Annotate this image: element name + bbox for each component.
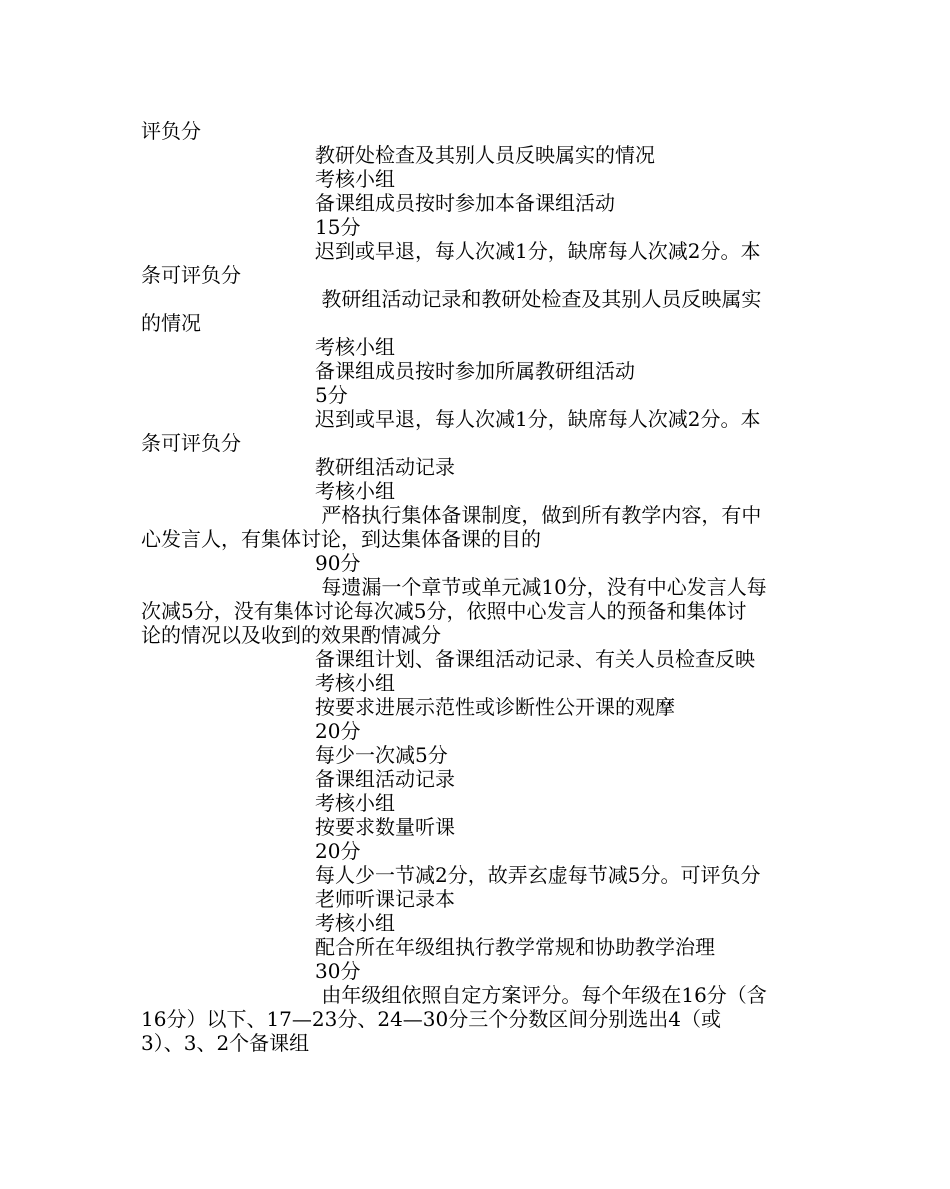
text-line: 备课组成员按时参加所属教研组活动 (315, 359, 635, 383)
text-line: 15分 (315, 215, 361, 239)
text-line: 考核小组 (315, 911, 395, 935)
text-line: 教研处检查及其别人员反映属实的情况 (315, 143, 655, 167)
text-line: 每遗漏一个章节或单元减10分，没有中心发言人每 (315, 575, 767, 599)
text-line: 备课组活动记录 (315, 767, 455, 791)
text-line: 30分 (315, 959, 361, 983)
text-line: 备课组计划、备课组活动记录、有关人员检查反映 (315, 647, 755, 671)
text-line: 评负分 (141, 119, 201, 143)
text-line: 每少一次减5分 (315, 743, 448, 767)
text-line: 迟到或早退，每人次减1分，缺席每人次减2分。本 (315, 239, 761, 263)
text-line: 迟到或早退，每人次减1分，缺席每人次减2分。本 (315, 407, 761, 431)
text-line: 按要求数量听课 (315, 815, 455, 839)
text-line: 16分）以下、17—23分、24—30分三个分数区间分别选出4（或 (141, 1007, 721, 1031)
text-line: 90分 (315, 551, 361, 575)
document-body (141, 119, 815, 1055)
text-line: 的情况 (141, 311, 201, 335)
text-line: 考核小组 (315, 335, 395, 359)
text-line: 教研组活动记录 (315, 455, 455, 479)
text-line: 条可评负分 (141, 431, 241, 455)
text-line: 考核小组 (315, 167, 395, 191)
text-line: 老师听课记录本 (315, 887, 455, 911)
text-line: 心发言人，有集体讨论，到达集体备课的目的 (141, 527, 541, 551)
text-line: 考核小组 (315, 791, 395, 815)
text-line: 考核小组 (315, 671, 395, 695)
text-line: 次减5分，没有集体讨论每次减5分，依照中心发言人的预备和集体讨 (141, 599, 747, 623)
text-line: 论的情况以及收到的效果酌情减分 (141, 623, 441, 647)
text-line: 配合所在年级组执行教学常规和协助教学治理 (315, 935, 715, 959)
text-line: 条可评负分 (141, 263, 241, 287)
text-line: 每人少一节减2分，故弄玄虚每节减5分。可评负分 (315, 863, 761, 887)
text-line: 由年级组依照自定方案评分。每个年级在16分（含 (315, 983, 767, 1007)
text-line: 5分 (315, 383, 348, 407)
text-line: 20分 (315, 839, 361, 863)
text-line: 严格执行集体备课制度，做到所有教学内容，有中 (315, 503, 762, 527)
text-line: 3）、3、2个备课组 (141, 1031, 310, 1055)
text-line: 备课组成员按时参加本备课组活动 (315, 191, 615, 215)
text-line: 按要求进展示范性或诊断性公开课的观摩 (315, 695, 675, 719)
text-line: 考核小组 (315, 479, 395, 503)
text-line: 20分 (315, 719, 361, 743)
text-line: 教研组活动记录和教研处检查及其别人员反映属实 (315, 287, 762, 311)
